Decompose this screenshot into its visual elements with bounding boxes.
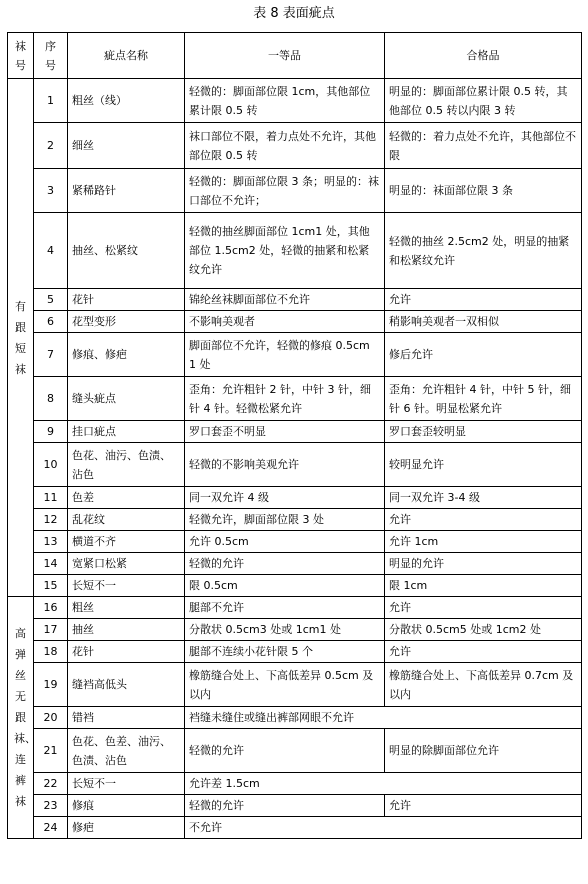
merged-requirement: 不允许: [185, 817, 582, 839]
table-row: [8, 509, 582, 531]
defect-name: 缝头疵点: [68, 377, 185, 421]
defect-name: 粗丝（线）: [68, 79, 185, 123]
defect-name: 挂口疵点: [68, 421, 185, 443]
table-row: [8, 641, 582, 663]
table-row: [8, 707, 582, 729]
pass-grade-requirement: 限 1cm: [385, 575, 582, 597]
row-number: 11: [34, 487, 68, 509]
first-grade-requirement: 腿部不允许: [185, 597, 385, 619]
header-defect-name: 疵点名称: [68, 33, 185, 79]
first-grade-requirement: 限 0.5cm: [185, 575, 385, 597]
row-number: 6: [34, 311, 68, 333]
row-number: 2: [34, 123, 68, 169]
group-label: 有跟短袜: [8, 79, 34, 597]
surface-defects-table: [7, 32, 582, 839]
pass-grade-requirement: 罗口套歪较明显: [385, 421, 582, 443]
first-grade-requirement: 允许 0.5cm: [185, 531, 385, 553]
defect-name: 色差: [68, 487, 185, 509]
header-pass-grade: 合格品: [385, 33, 582, 79]
pass-grade-requirement: 允许: [385, 795, 582, 817]
row-number: 3: [34, 169, 68, 213]
pass-grade-requirement: 允许: [385, 597, 582, 619]
defect-name: 细丝: [68, 123, 185, 169]
row-number: 14: [34, 553, 68, 575]
table-row: [8, 619, 582, 641]
row-number: 18: [34, 641, 68, 663]
pass-grade-requirement: 允许 1cm: [385, 531, 582, 553]
first-grade-requirement: 轻微的：脚面部位限 3 条；明显的：袜口部位不允许；: [185, 169, 385, 213]
row-number: 5: [34, 289, 68, 311]
table-row: [8, 663, 582, 707]
row-number: 7: [34, 333, 68, 377]
defect-name: 长短不一: [68, 773, 185, 795]
pass-grade-requirement: 橡筋缝合处上、下高低差异 0.7cm 及以内: [385, 663, 582, 707]
row-number: 20: [34, 707, 68, 729]
defect-name: 缝裆高低头: [68, 663, 185, 707]
row-number: 4: [34, 213, 68, 289]
header-row: [8, 33, 582, 79]
table-row: [8, 377, 582, 421]
table-row: [8, 773, 582, 795]
row-number: 10: [34, 443, 68, 487]
pass-grade-requirement: 明显的除脚面部位允许: [385, 729, 582, 773]
pass-grade-requirement: 允许: [385, 289, 582, 311]
first-grade-requirement: 分散状 0.5cm3 处或 1cm1 处: [185, 619, 385, 641]
table-row: [8, 553, 582, 575]
first-grade-requirement: 罗口套歪不明显: [185, 421, 385, 443]
row-number: 17: [34, 619, 68, 641]
pass-grade-requirement: 同一双允许 3-4 级: [385, 487, 582, 509]
row-number: 9: [34, 421, 68, 443]
table-row: [8, 79, 582, 123]
defect-name: 花针: [68, 289, 185, 311]
merged-requirement: 裆缝未缝住或缝出裤部网眼不允许: [185, 707, 582, 729]
table-row: [8, 795, 582, 817]
row-number: 15: [34, 575, 68, 597]
first-grade-requirement: 脚面部位不允许，轻微的修痕 0.5cm 1 处: [185, 333, 385, 377]
first-grade-requirement: 歪角：允许粗针 2 针，中针 3 针，细针 4 针。轻微松紧允许: [185, 377, 385, 421]
table-row: [8, 817, 582, 839]
row-number: 12: [34, 509, 68, 531]
pass-grade-requirement: 允许: [385, 641, 582, 663]
pass-grade-requirement: 明显的：脚面部位累计限 0.5 转，其他部位 0.5 转以内限 3 转: [385, 79, 582, 123]
first-grade-requirement: 轻微的抽丝脚面部位 1cm1 处，其他部位 1.5cm2 处，轻微的抽紧和松紧纹允许: [185, 213, 385, 289]
defect-name: 横道不齐: [68, 531, 185, 553]
pass-grade-requirement: 较明显允许: [385, 443, 582, 487]
defect-name: 粗丝: [68, 597, 185, 619]
pass-grade-requirement: 明显的允许: [385, 553, 582, 575]
first-grade-requirement: 橡筋缝合处上、下高低差异 0.5cm 及以内: [185, 663, 385, 707]
table-row: [8, 531, 582, 553]
first-grade-requirement: 同一双允许 4 级: [185, 487, 385, 509]
defect-name: 长短不一: [68, 575, 185, 597]
row-number: 22: [34, 773, 68, 795]
pass-grade-requirement: 分散状 0.5cm5 处或 1cm2 处: [385, 619, 582, 641]
row-number: 8: [34, 377, 68, 421]
first-grade-requirement: 不影响美观者: [185, 311, 385, 333]
header-sock-no: 袜号: [8, 33, 34, 79]
first-grade-requirement: 轻微的允许: [185, 795, 385, 817]
table-row: [8, 421, 582, 443]
table-row: [8, 333, 582, 377]
row-number: 21: [34, 729, 68, 773]
pass-grade-requirement: 允许: [385, 509, 582, 531]
table-row: [8, 213, 582, 289]
defect-name: 修痕、修疤: [68, 333, 185, 377]
defect-name: 错裆: [68, 707, 185, 729]
defect-name: 抽丝: [68, 619, 185, 641]
pass-grade-requirement: 明显的：袜面部位限 3 条: [385, 169, 582, 213]
header-first-grade: 一等品: [185, 33, 385, 79]
header-seq-no: 序号: [34, 33, 68, 79]
first-grade-requirement: 轻微的允许: [185, 729, 385, 773]
pass-grade-requirement: 轻微的：着力点处不允许，其他部位不限: [385, 123, 582, 169]
table-row: [8, 123, 582, 169]
pass-grade-requirement: 修后允许: [385, 333, 582, 377]
table-row: [8, 289, 582, 311]
first-grade-requirement: 腿部不连续小花针限 5 个: [185, 641, 385, 663]
table-row: [8, 169, 582, 213]
pass-grade-requirement: 轻微的抽丝 2.5cm2 处，明显的抽紧和松紧纹允许: [385, 213, 582, 289]
defect-name: 紧稀路针: [68, 169, 185, 213]
defect-name: 宽紧口松紧: [68, 553, 185, 575]
defect-name: 花针: [68, 641, 185, 663]
first-grade-requirement: 锦纶丝袜脚面部位不允许: [185, 289, 385, 311]
merged-requirement: 允许差 1.5cm: [185, 773, 582, 795]
pass-grade-requirement: 稍影响美观者一双相似: [385, 311, 582, 333]
group-label: 高弹丝无跟袜、连裤袜: [8, 597, 34, 839]
table-row: [8, 729, 582, 773]
first-grade-requirement: 轻微的允许: [185, 553, 385, 575]
row-number: 19: [34, 663, 68, 707]
table-row: [8, 597, 582, 619]
row-number: 1: [34, 79, 68, 123]
row-number: 13: [34, 531, 68, 553]
defect-name: 修疤: [68, 817, 185, 839]
first-grade-requirement: 轻微的不影响美观允许: [185, 443, 385, 487]
table-row: [8, 487, 582, 509]
defect-name: 花型变形: [68, 311, 185, 333]
defect-name: 修痕: [68, 795, 185, 817]
table-row: [8, 311, 582, 333]
defect-name: 抽丝、松紧纹: [68, 213, 185, 289]
defect-name: 乱花纹: [68, 509, 185, 531]
row-number: 16: [34, 597, 68, 619]
defect-name: 色花、色差、油污、色渍、沾色: [68, 729, 185, 773]
pass-grade-requirement: 歪角：允许粗针 4 针，中针 5 针，细针 6 针。明显松紧允许: [385, 377, 582, 421]
row-number: 23: [34, 795, 68, 817]
table-row: [8, 443, 582, 487]
table-row: [8, 575, 582, 597]
first-grade-requirement: 轻微允许，脚面部位限 3 处: [185, 509, 385, 531]
defect-name: 色花、油污、色渍、沾色: [68, 443, 185, 487]
row-number: 24: [34, 817, 68, 839]
first-grade-requirement: 袜口部位不限，着力点处不允许，其他部位限 0.5 转: [185, 123, 385, 169]
first-grade-requirement: 轻微的：脚面部位限 1cm，其他部位累计限 0.5 转: [185, 79, 385, 123]
table-caption: 表 8 表面疵点: [253, 6, 335, 21]
